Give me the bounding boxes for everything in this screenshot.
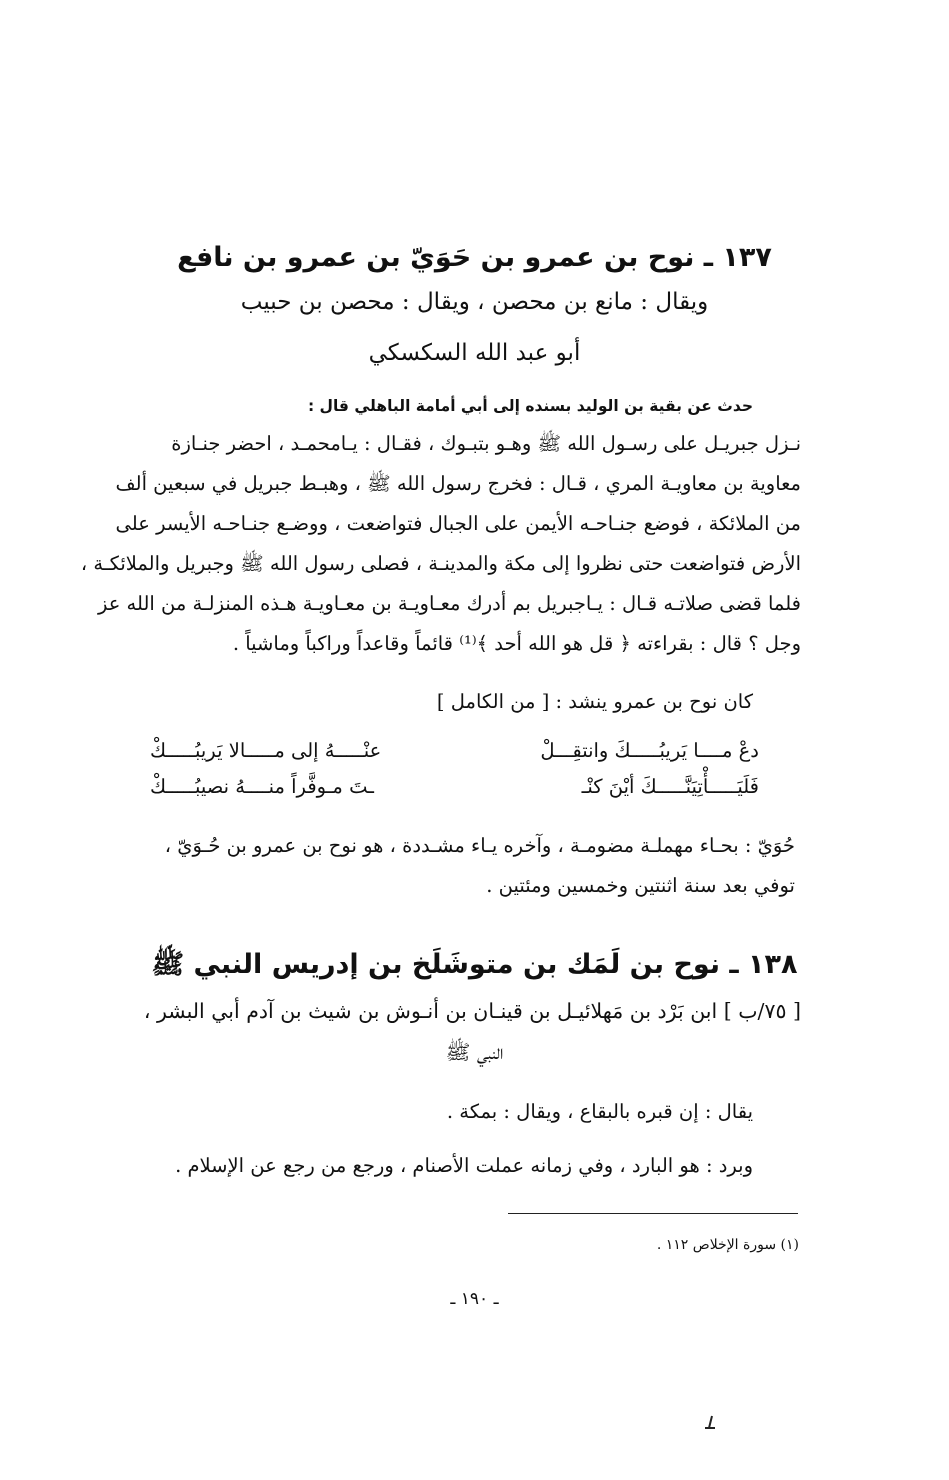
entry-137-kunya: أبو عبد الله السكسكي	[368, 340, 581, 366]
hadith-line: فلما قضى صلاتـه قـال : يـاجبريل بم أدرك معـاويـة بن معـاويـة هـذه المنزلـة من الله عز	[97, 592, 801, 615]
hadith-line: من الملائكة ، فوضع جنـاحـه الأيمن على الجبال فتواضعت ، ووضـع جنـاحـه الأيسر على	[115, 512, 801, 535]
lineage-line: [ ٧٥/ب ] ابن بَرْد بن مَهلائيـل بن قينـان بن أنـوش بن شيث بن آدم أبي البشر ،	[143, 999, 801, 1023]
entry-137-isnad: حدث عن بقية بن الوليد بسنده إلى أبي أمامة الباهلي قال :	[307, 397, 753, 415]
corner-mark-icon	[703, 1414, 717, 1430]
note-line: حُوَيّ : بحـاء مهملـة مضومـة ، وآخره يـاء مشـددة ، هو نوح بن عمرو بن حُـوَيّ ،	[164, 834, 795, 857]
hadith-line: الأرض فتواضعت حتى نظروا إلى مكة والمدينـة ، فصلى رسول الله ﷺ وجبريل والملائكـة ،	[80, 552, 801, 575]
hadith-line: نـزل جبريـل على رسـول الله ﷺ وهـو بتبـوك ، فقـال : يـامحمـد ، احضر جنـازة	[171, 432, 801, 455]
entry-138-lineage	[118, 991, 801, 1031]
footnote-divider	[508, 1213, 798, 1214]
verse-2-second-hemistich: ـتَ مـوفَّراً منــــهُ نصيبُـــــكْ	[150, 775, 374, 798]
hadith-line: معاوية بن معاويـة المري ، قـال : فخرج رسول الله ﷺ ، وهبـط جبريل في سبعين ألف	[115, 472, 801, 495]
hadith-line: وجل ؟ قال : بقراءته ﴿ قل هو الله أحد ﴾⁽¹⁾ قائماً وقاعداً وراكباً وماشياً .	[232, 632, 801, 655]
lineage-line-2: النبي ﷺ	[445, 1040, 504, 1064]
bard-explanation: وبرد : هو البارد ، وفي زمانه عملت الأصنام ، ورجع من رجع عن الإسلام .	[175, 1154, 753, 1177]
note-line: توفي بعد سنة اثنتين وخمسين ومئتين .	[486, 874, 795, 897]
entry-137-title: ١٣٧ ـ نوح بن عمرو بن حَوَيّ بن عمرو بن نافع	[177, 242, 772, 273]
name-vocalization-note	[118, 826, 795, 906]
page-number: ـ ١٩٠ ـ	[450, 1289, 499, 1309]
entry-137-alternate-names: ويقال : مانع بن محصن ، ويقال : محصن بن حبيب	[240, 289, 709, 315]
poem-intro: كان نوح بن عمرو ينشد : [ من الكامل ]	[436, 690, 753, 713]
verse-1-first-hemistich: دعْ مــــا يَريبُـــــكَ وانتقِـــلْ	[540, 739, 759, 762]
verse-2-first-hemistich: فَلَيَـــــأْتِيَنَّـــــكَ أيْنَ كنْـ	[581, 775, 759, 798]
entry-138-title: ١٣٨ ـ نوح بن لَمَك بن متوشَلَخ بن إدريس النبي ﷺ	[151, 949, 798, 980]
grave-location: يقال : إن قبره بالبقاع ، ويقال : بمكة .	[446, 1100, 753, 1123]
verse-2	[150, 768, 759, 806]
footnote: (١) سورة الإخلاص ١١٢ .	[656, 1237, 799, 1253]
hadith-text	[80, 424, 801, 664]
verse-1	[150, 732, 759, 770]
verse-1-second-hemistich: عنْـــــهُ إلى مـــــالا يَريبُـــــكْ	[150, 739, 382, 762]
